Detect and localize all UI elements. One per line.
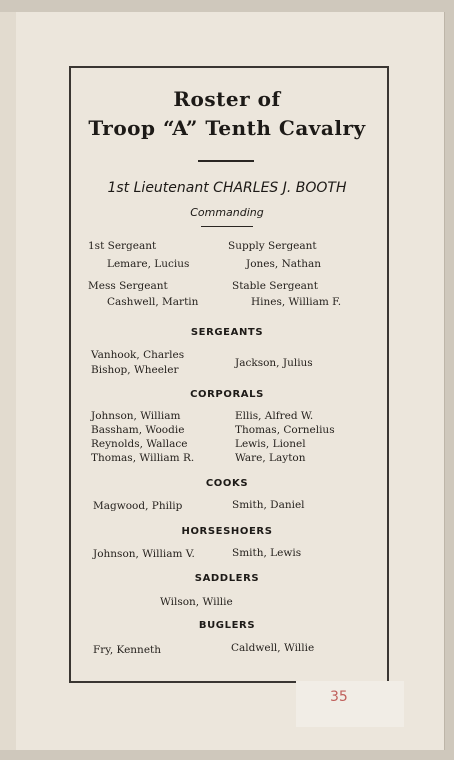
cook-name: Smith, Daniel: [232, 499, 305, 511]
corporal-name: Thomas, William R.: [91, 452, 195, 464]
stable-sergeant-name: Hines, William F.: [251, 296, 342, 308]
bugler-name: Caldwell, Willie: [231, 642, 315, 654]
commanding-label: Commanding: [190, 206, 264, 219]
cooks-heading: COOKS: [205, 478, 249, 489]
sergeant-name: Jackson, Julius: [235, 357, 313, 369]
horseshoer-name: Johnson, William V.: [93, 548, 195, 560]
horseshoer-name: Smith, Lewis: [232, 547, 302, 559]
mess-sergeant-title: Mess Sergeant: [88, 280, 168, 292]
corporals-heading: CORPORALS: [190, 389, 264, 400]
corporal-name: Ellis, Alfred W.: [235, 410, 314, 422]
supply-sergeant-title: Supply Sergeant: [228, 240, 317, 252]
cook-name: Magwood, Philip: [93, 500, 183, 512]
corporal-name: Lewis, Lionel: [235, 438, 306, 450]
mess-sergeant-name: Cashwell, Martin: [107, 296, 199, 308]
saddler-name: Wilson, Willie: [160, 596, 233, 608]
roster-title-line2: Troop “A” Tenth Cavalry: [88, 116, 366, 140]
corporal-name: Ware, Layton: [235, 452, 306, 464]
commanding-underline: [201, 226, 253, 227]
horseshoers-heading: HORSESHOERS: [181, 526, 273, 537]
first-sergeant-title: 1st Sergeant: [88, 240, 157, 252]
title-divider: [198, 160, 254, 162]
lieutenant-name: 1st Lieutenant CHARLES J. BOOTH: [107, 180, 347, 196]
page-number: 35: [330, 689, 348, 705]
corporal-name: Johnson, William: [91, 410, 181, 422]
sergeants-heading: SERGEANTS: [190, 327, 264, 338]
bugler-name: Fry, Kenneth: [93, 644, 162, 656]
first-sergeant-name: Lemare, Lucius: [107, 258, 190, 270]
corporal-name: Thomas, Cornelius: [235, 424, 335, 436]
saddlers-heading: SADDLERS: [194, 573, 260, 584]
sergeant-name: Bishop, Wheeler: [91, 364, 179, 376]
stable-sergeant-title: Stable Sergeant: [232, 280, 318, 292]
corporal-name: Bassham, Woodie: [91, 424, 185, 436]
page-number-tab: [296, 681, 404, 727]
supply-sergeant-name: Jones, Nathan: [246, 258, 322, 270]
roster-title-line1: Roster of: [173, 87, 281, 111]
sergeant-name: Vanhook, Charles: [91, 349, 185, 361]
corporal-name: Reynolds, Wallace: [91, 438, 188, 450]
buglers-heading: BUGLERS: [198, 620, 256, 631]
